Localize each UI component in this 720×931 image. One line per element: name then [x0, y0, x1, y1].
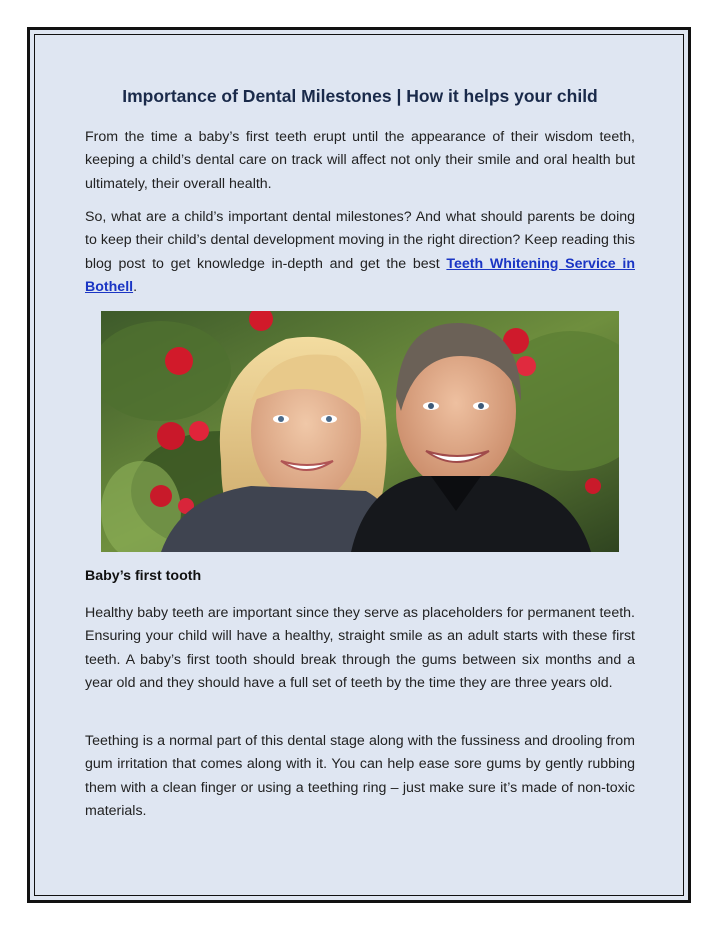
couple-photo [101, 311, 619, 552]
article-title: Importance of Dental Milestones | How it helps your child [122, 86, 598, 106]
section-heading: Baby’s first tooth [85, 568, 202, 584]
section-paragraph-2: Teething is a normal part of this dental stage along with the fussiness and drooling from gum irritation that comes along with it. You can help ease sore gums by gently rubbing them with a clean finger or using a teething ring – just make sure it’s made of non-toxic materials. [85, 733, 635, 820]
teeth-whitening-link[interactable]: Teeth Whitening Service in Bothell [85, 255, 635, 296]
second-paragraph-end: . [133, 279, 138, 296]
second-paragraph-text: So, what are a child’s important dental milestones? And what should parents be doing to keep their child’s dental development moving in the right direction? Keep reading this blog post to get knowledge in-depth and get the best [85, 209, 635, 272]
intro-paragraph: From the time a baby’s first teeth erupt until the appearance of their wisdom teeth, keeping a child’s dental care on track will affect not only their smile and oral health but ultimately, their overall health. [85, 129, 635, 192]
section-paragraph-1: Healthy baby teeth are important since they serve as placeholders for permanent teeth. Ensuring your child will have a healthy, straight smile as an adult starts with these first teeth. A baby’s first tooth should break through the gums between six months and a year old and they should have a full set of teeth by the time they are three years old. [85, 605, 635, 692]
couple-smiling-portrait-icon [101, 311, 619, 552]
second-paragraph [85, 206, 635, 300]
